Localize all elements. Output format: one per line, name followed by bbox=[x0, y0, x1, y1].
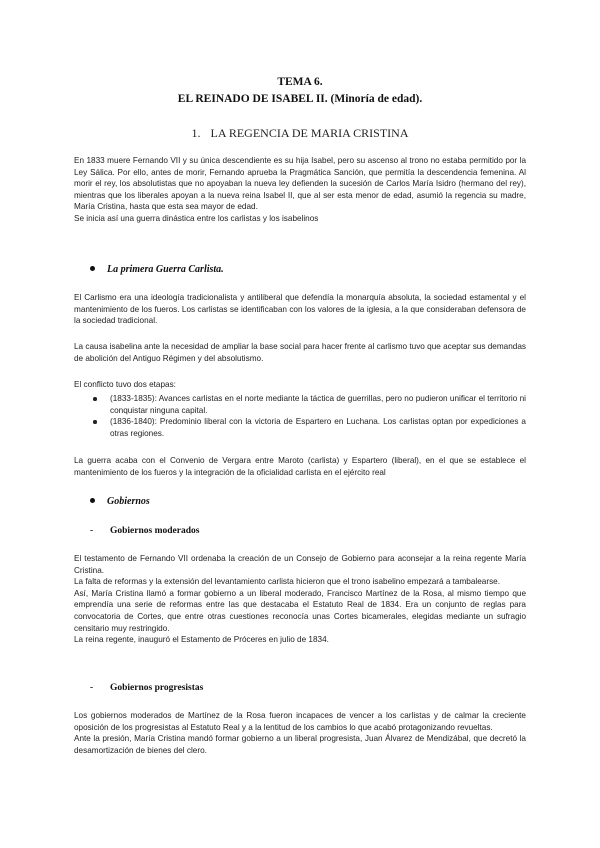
paragraph: Así, María Cristina llamó a formar gobierno a un liberal moderado, Francisco Martínez de la Rosa, al mismo tiempo que emprendía una serie de reformas entre las que destacaba el Estatuto Real de 1834. Era un conjunto de reglas para convocatoria de Cortes, que entre otras cuestiones reconocía unas Cortes bicamerales, elegidas mediante un sufragio censitario muy restringido. bbox=[74, 588, 526, 633]
section-number: 1. bbox=[191, 126, 201, 140]
document-subtitle: EL REINADO DE ISABEL II. (Minoría de edad). bbox=[177, 93, 423, 105]
dash-marker: - bbox=[90, 683, 94, 693]
tema-title: TEMA 6. bbox=[277, 76, 323, 88]
list-item: (1833-1835): Avances carlistas en el norte mediante la táctica de guerrillas, pero no pudieron unificar el territorio ni conquistar ninguna capital. bbox=[90, 393, 526, 416]
paragraph: Ante la presión, María Cristina mandó formar gobierno a un liberal progresista, Juan Álvarez de Mendizábal, que decretó la desamortización de bienes del clero. bbox=[74, 734, 526, 755]
carlismo-paragraph: El Carlismo era una ideología tradicionalista y antiliberal que defendía la monarquía absoluta, la sociedad estamental y el mantenimiento de los fueros. Los carlistas se identificaban con los valores de la iglesia, a la que consideraban defensora de la sociedad tradicional. bbox=[74, 293, 526, 326]
paragraph: La falta de reformas y la extensión del levantamiento carlista hicieron que el trono isabelino empezará a tambalearse. bbox=[74, 577, 500, 587]
heading-gobiernos-moderados bbox=[90, 526, 199, 536]
paragraph: La reina regente, inauguró el Estamento de Próceres en julio de 1834. bbox=[74, 635, 329, 645]
bullet-icon bbox=[90, 266, 95, 271]
convenio-vergara-paragraph: La guerra acaba con el Convenio de Vergara entre Maroto (carlista) y Espartero (liberal), en el que se establece el mantenimiento de los fueros y la integración de la oficialidad carlista en el ejército real bbox=[74, 456, 526, 477]
moderados-paragraphs bbox=[74, 553, 526, 646]
progresistas-paragraphs bbox=[74, 710, 526, 756]
stages-intro: El conflicto tuvo dos etapas: bbox=[74, 380, 176, 389]
causa-isabelina-paragraph: La causa isabelina ante la necesidad de ampliar la base social para hacer frente al carlismo tuvo que aceptar sus demandas de abolición del Antiguo Régimen y del absolutismo. bbox=[74, 342, 526, 363]
heading-text: La primera Guerra Carlista. bbox=[107, 264, 224, 275]
heading-text: Gobiernos progresistas bbox=[110, 683, 204, 693]
intro-paragraph: En 1833 muere Fernando VII y su única descendiente es su hija Isabel, pero su ascenso al trono no estaba permitido por la Ley Sálica. Por ello, antes de morir, Fernando aprueba la Pragmática Sanción, que permitía la descendencia femenina. Al morir el rey, los absolutistas que no apoyaban la nueva ley defienden la sucesión de Carlos María Isidro (hermano del rey), mientras que los liberales apoyan a la nueva reina Isabel II, que al ser esta menor de edad, asumió la regencia su madre, María Cristina, hasta que esta sea mayor de edad. bbox=[74, 156, 526, 212]
dash-marker: - bbox=[90, 526, 94, 536]
section-title: LA REGENCIA DE MARIA CRISTINA bbox=[210, 126, 409, 140]
paragraph: El testamento de Fernando VII ordenaba la creación de un Consejo de Gobierno para aconsejar a la reina regente María Cristina. bbox=[74, 554, 526, 575]
heading-text: Gobiernos moderados bbox=[110, 526, 200, 536]
stages-list bbox=[90, 393, 526, 439]
list-item: (1836-1840): Predominio liberal con la victoria de Espartero en Luchana. Los carlistas optan por expediciones a otras regiones. bbox=[90, 416, 526, 439]
section-heading-regencia bbox=[0, 126, 600, 141]
paragraph: Los gobiernos moderados de Martínez de la Rosa fueron incapaces de vencer a los carlistas y de calmar la creciente oposición de los progresistas al Estatuto Real y a la lentitud de los cambios lo que acabó protagonizando revueltas. bbox=[74, 711, 526, 732]
heading-primera-guerra-carlista bbox=[90, 264, 224, 275]
intro-paragraphs bbox=[74, 155, 526, 225]
heading-text: Gobiernos bbox=[107, 496, 150, 507]
heading-gobiernos bbox=[90, 496, 150, 507]
bullet-icon bbox=[90, 498, 95, 503]
heading-gobiernos-progresistas bbox=[90, 683, 203, 693]
intro-paragraph: Se inicia así una guerra dinástica entre los carlistas y los isabelinos bbox=[74, 213, 319, 223]
